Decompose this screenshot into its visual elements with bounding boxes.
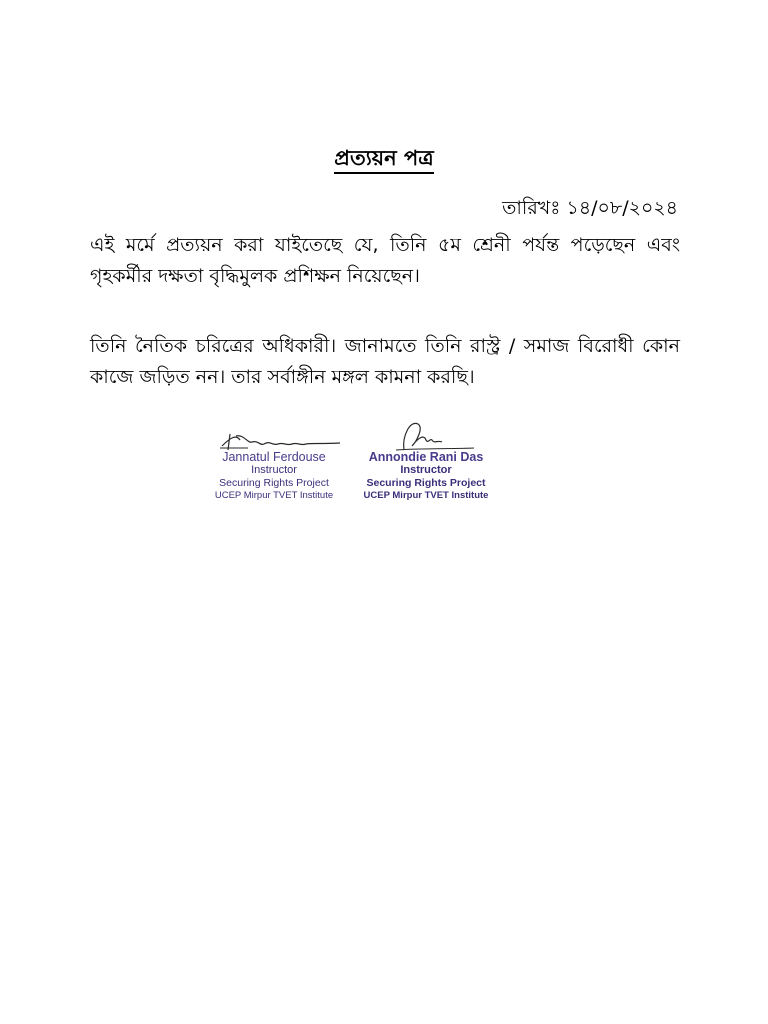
signer-project: Securing Rights Project [366,477,486,489]
signer-project: Securing Rights Project [219,477,329,489]
signature-block [200,414,500,506]
paragraph-education: এই মর্মে প্রত্যয়ন করা যাইতেছে যে, তিনি ৫ম শ্রেনী পর্যন্ত পড়েছেন এবং গৃহকর্মীর দক্ষতা বৃদ্ধিমুলক প্রশিক্ষন নিয়েছেন। [90,234,680,287]
paragraph-character: তিনি নৈতিক চরিত্রের অধিকারী। জানামতে তিনি রাস্ট্র / সমাজ বিরোধী কোন কাজে জড়িত নন। তার সর্বাঙ্গীন মঙ্গল কামনা করছি। [90,335,680,388]
signer-institute: UCEP Mirpur TVET Institute [363,490,489,501]
stamp-das [352,450,500,502]
signer-name: Annondie Rani Das [368,450,484,464]
date-line: তারিখঃ ১৪/০৮/২০২৪ [502,197,678,219]
signature-annondie-rani-das [352,414,500,506]
signer-role: Instructor [400,464,452,476]
signature-jannatul-ferdouse [200,414,348,506]
document-title-text: প্রত্যয়ন পত্র [334,146,433,174]
document-title [0,142,768,177]
stamp-ferdouse [200,450,348,502]
signer-name: Jannatul Ferdouse [222,450,326,464]
signer-institute: UCEP Mirpur TVET Institute [214,490,334,501]
signer-role: Instructor [251,464,297,476]
